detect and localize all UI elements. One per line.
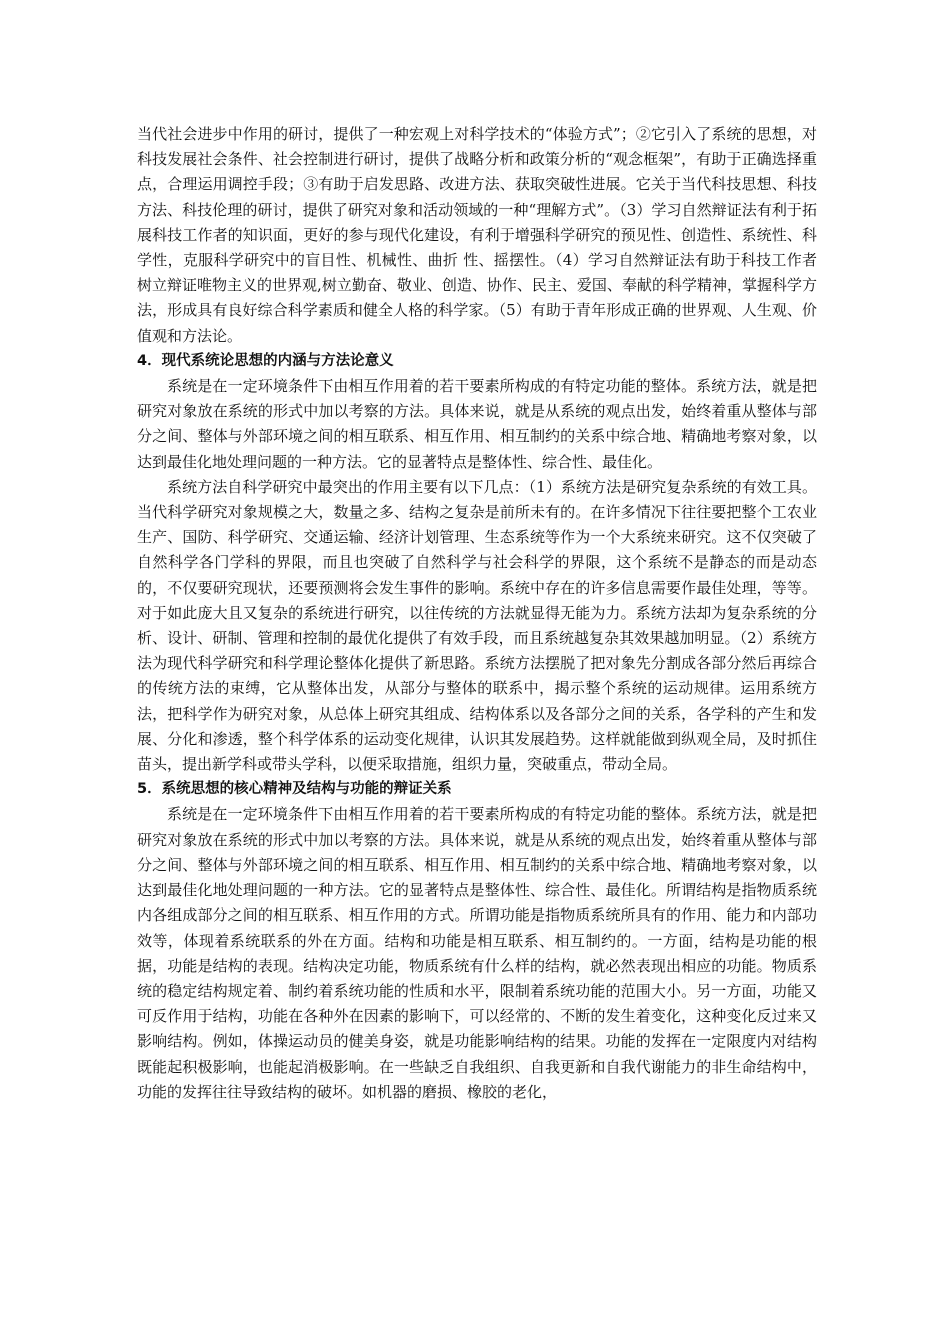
section-5-heading: 5．系统思想的核心精神及结构与功能的辩证关系	[137, 781, 452, 798]
section-5-paragraph: 系统是在一定环境条件下由相互作用着的若干要素所构成的有特定功能的整体。系统方法，就是把研究对象放在系统的形式中加以考察的方法。具体来说，就是从系统的观点出发，始终着重从整体与部分之间、整体与外部环境之间的相互联系、相互作用、相互制约的关系中综合地、精确地考察对象，以达到最佳化地处理问题的一种方法。它的显著特点是整体性、综合性、最佳化。所谓结构是指物质系统内各组成部分之间的相互联系、相互作用的方式。所谓功能是指物质系统所具有的作用、能力和内部功效等，体现着系统联系的外在方面。结构和功能是相互联系、相互制约的。一方面，结构是功能的根据，功能是结构的表现。结构决定功能，物质系统有什么样的结构，就必然表现出相应的功能。物质系统的稳定结构规定着、制约着系统功能的性质和水平，限制着系统功能的范围大小。另一方面，功能又可反作用于结构，功能在各种外在因素的影响下，可以经常的、不断的发生着变化，这种变化反过来又影响结构。例如，体操运动员的健美身姿，就是功能影响结构的结果。功能的发挥在一定限度内对结构既能起积极影响，也能起消极影响。在一些缺乏自我组织、自我更新和自我代谢能力的非生命结构中，功能的发挥往往导致结构的破坏。如机器的磨损、橡胶的老化，	[137, 805, 817, 1101]
section-4-paragraph-1: 系统是在一定环境条件下由相互作用着的若干要素所构成的有特定功能的整体。系统方法，就是把研究对象放在系统的形式中加以考察的方法。具体来说，就是从系统的观点出发，始终着重从整体与部分之间、整体与外部环境之间的相互联系、相互作用、相互制约的关系中综合地、精确地考察对象，以达到最佳化地处理问题的一种方法。它的显著特点是整体性、综合性、最佳化。	[137, 377, 817, 471]
section-4-paragraph-2: 系统方法自科学研究中最突出的作用主要有以下几点：（1）系统方法是研究复杂系统的有效工具。当代科学研究对象规模之大，数量之多、结构之复杂是前所未有的。在许多情况下往往要把整个工农业生产、国防、科学研究、交通运输、经济计划管理、生态系统等作为一个大系统来研究。这不仅突破了自然科学各门学科的界限，而且也突破了自然科学与社会科学的界限，这个系统不是静态的而是动态的，不仅要研究现状，还要预测将会发生事件的影响。系统中存在的许多信息需要作最佳处理，等等。对于如此庞大且又复杂的系统进行研究，以往传统的方法就显得无能为力。系统方法却为复杂系统的分析、设计、研制、管理和控制的最优化提供了有效手段，而且系统越复杂其效果越加明显。（2）系统方法为现代科学研究和科学理论整体化提供了新思路。系统方法摆脱了把对象先分割成各部分然后再综合的传统方法的束缚，它从整体出发，从部分与整体的联系中，揭示整个系统的运动规律。运用系统方法，把科学作为研究对象，从总体上研究其组成、结构体系以及各部分之间的关系，各学科的产生和发展、分化和渗透，整个科学体系的运动变化规律，认识其发展趋势。这样就能做到纵观全局，及时抓住苗头，提出新学科或带头学科，以便采取措施，组织力量，突破重点，带动全局。	[137, 477, 817, 774]
document-page	[137, 122, 817, 1105]
intro-paragraph: 当代社会进步中作用的研讨，提供了一种宏观上对科学技术的“体验方式”；②它引入了系统的思想，对科技发展社会条件、社会控制进行研讨，提供了战略分析和政策分析的“观念框架”，有助于正确选择重点，合理运用调控手段；③有助于启发思路、改进方法、获取突破性进展。它关于当代科技思想、科技方法、科技伦理的研讨，提供了研究对象和活动领域的一种“理解方式”。（3）学习自然辩证法有利于拓展科技工作者的知识面，更好的参与现代化建设，有利于增强科学研究的预见性、创造性、系统性、科学性，克服科学研究中的盲目性、机械性、曲折 性、摇摆性。（4）学习自然辩证法有助于科技工作者树立辩证唯物主义的世界观,树立勤奋、敬业、创造、协作、民主、爱国、奉献的科学精神，掌握科学方法，形成具有良好综合科学素质和健全人格的科学家。（5）有助于青年形成正确的世界观、人生观、价值观和方法论。	[137, 125, 817, 345]
section-4-heading: 4．现代系统论思想的内涵与方法论意义	[137, 352, 394, 369]
